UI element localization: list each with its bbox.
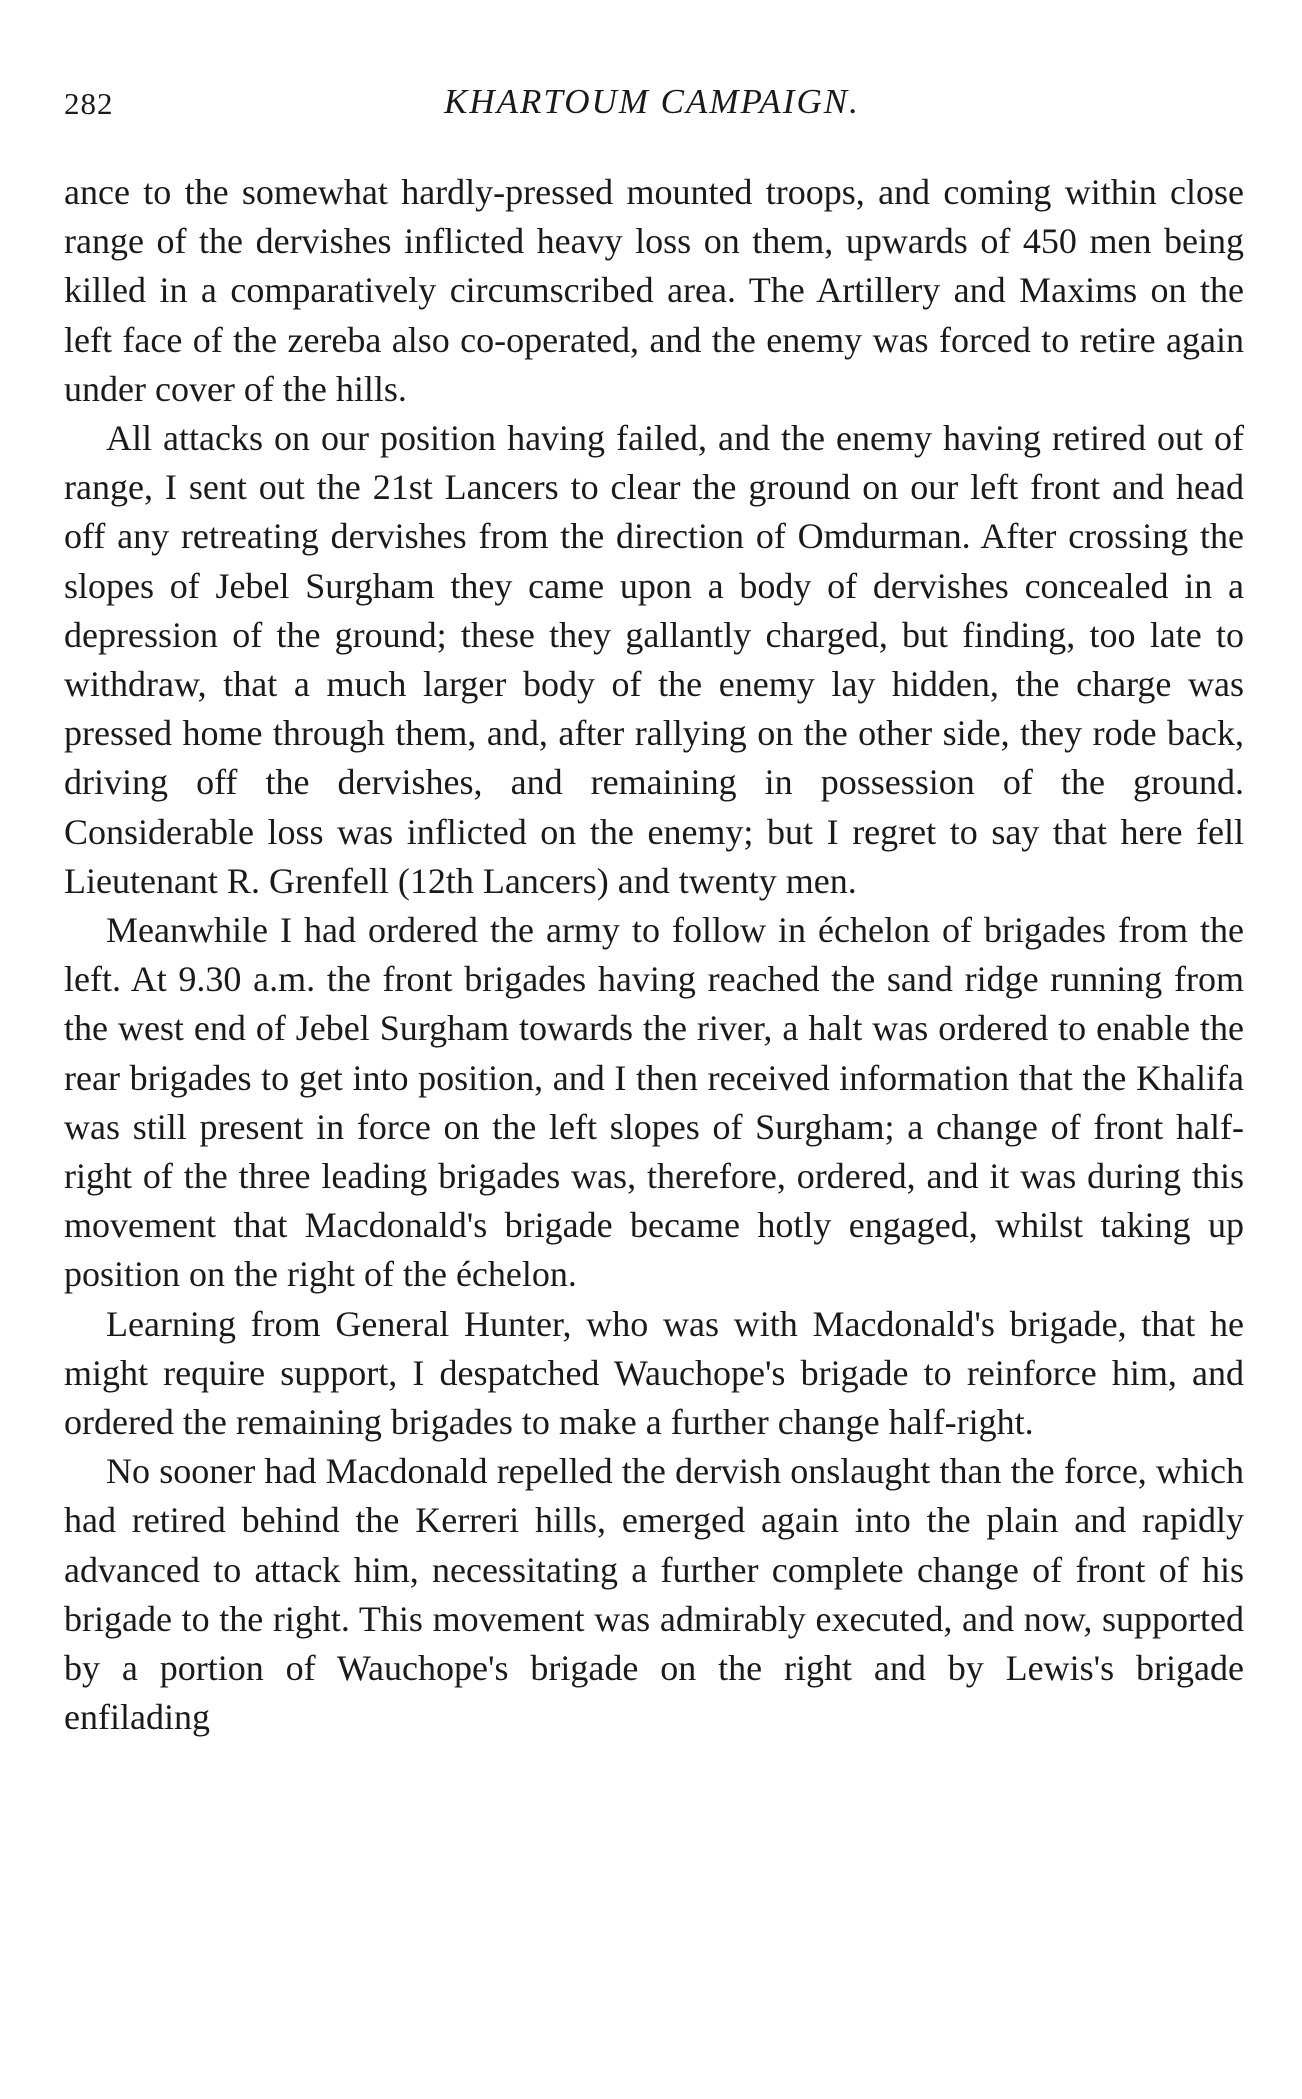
running-title: KHARTOUM CAMPAIGN.	[444, 82, 860, 121]
page-number: 282	[64, 86, 114, 121]
paragraph: All attacks on our position having failed, and the enemy having retired out of range, I sent out the 21st Lancers to clear the ground on our left front and head off any retreating dervishes from the direction of Omdurman. After crossing the slopes of Jebel Surgham they came upon a body of dervishes concealed in a depression of the ground; these they gallantly charged, but finding, too late to withdraw, that a much larger body of the enemy lay hidden, the charge was pressed home through them, and, after rallying on the other side, they rode back, driving off the dervishes, and remaining in possession of the ground. Considerable loss was inflicted on the enemy; but I regret to say that here fell Lieutenant R. Grenfell (12th Lancers) and twenty men.	[64, 418, 1244, 901]
paragraph: Learning from General Hunter, who was with Macdonald's brigade, that he might require support, I despatched Wauchope's brigade to reinforce him, and ordered the remaining brigades to make a further change half-right.	[64, 1303, 1244, 1443]
page-header	[64, 80, 1248, 124]
paragraph: No sooner had Macdonald repelled the dervish onslaught than the force, which had retired behind the Kerreri hills, emerged again into the plain and rapidly advanced to attack him, necessitating a further complete change of front of his brigade to the right. This movement was admirably executed, and now, supported by a portion of Wauchope's brigade on the right and by Lewis's brigade enfilading	[64, 1451, 1244, 1738]
paragraph-continuation: ance to the somewhat hardly-pressed mounted troops, and coming within close range of the dervishes inflicted heavy loss on them, upwards of 450 men being killed in a comparatively circumscribed area. The Artillery and Maxims on the left face of the zereba also co-operated, and the enemy was forced to retire again under cover of the hills.	[64, 172, 1244, 409]
body-text	[64, 168, 1244, 1743]
paragraph: Meanwhile I had ordered the army to follow in échelon of brigades from the left. At 9.30 a.m. the front brigades having reached the sand ridge running from the west end of Jebel Surgham towards the river, a halt was ordered to enable the rear brigades to get into position, and I then received information that the Khalifa was still present in force on the left slopes of Surgham; a change of front half-right of the three leading brigades was, therefore, ordered, and it was during this movement that Macdonald's brigade became hotly engaged, whilst taking up position on the right of the échelon.	[64, 910, 1244, 1295]
